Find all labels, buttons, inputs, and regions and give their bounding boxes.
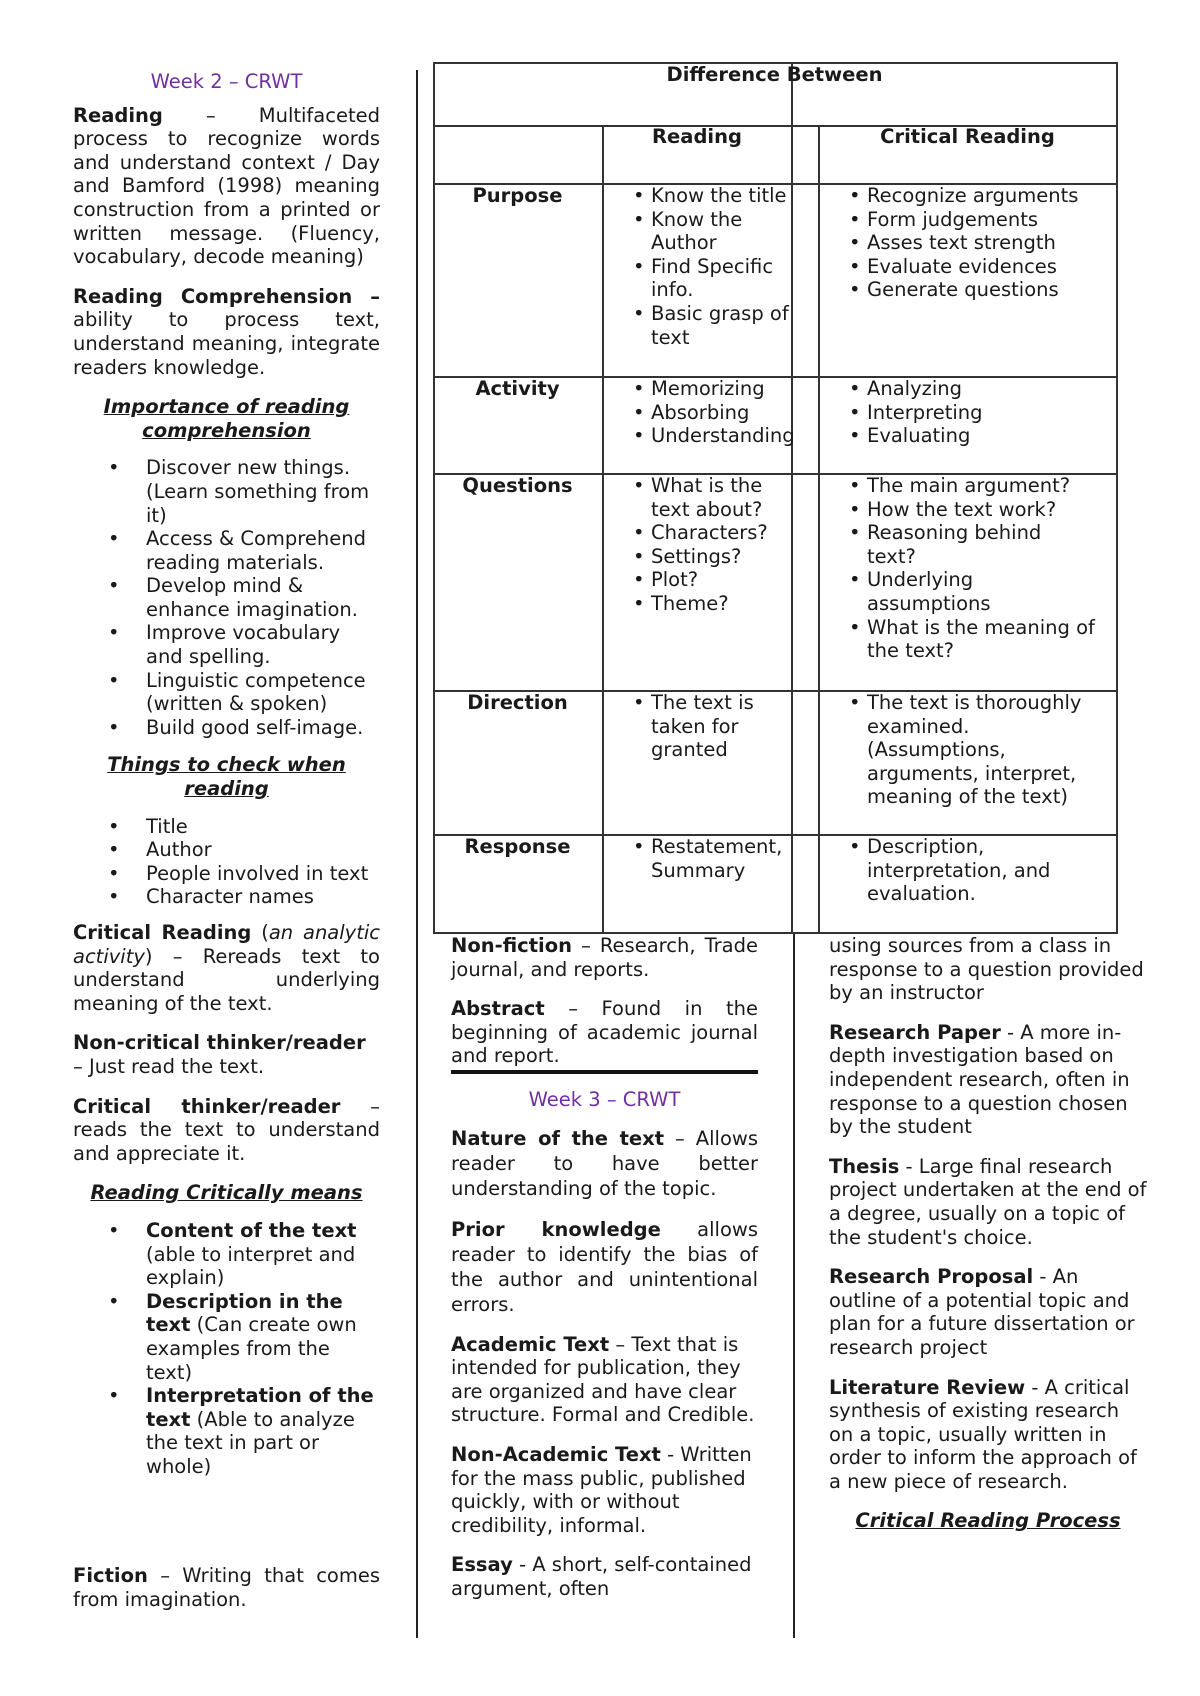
non-critical-definition: Non-critical thinker/reader – Just read the text. xyxy=(73,1031,366,1078)
list-item: • Content of the text (able to interpret and explain) xyxy=(73,1219,380,1290)
row-label-purpose: Purpose xyxy=(472,184,563,207)
reading-definition: Reading – Multifaceted process to recognize words and understand context / Day and Bamford (1998) meaning construction from a printed or written message. (Fluency, vocabulary, decode meaning) xyxy=(73,103,380,269)
importance-heading: Importance of reading comprehension xyxy=(103,395,350,442)
reading-critically-heading: Reading Critically means xyxy=(90,1181,363,1205)
list-item: • The text is taken for granted xyxy=(633,691,773,762)
list-item: • Characters? xyxy=(633,521,783,545)
nature-of-text-definition: Nature of the text – Allows reader to have better understanding of the topic. xyxy=(451,1126,758,1200)
essay-definition: Essay - A short, self-contained argument, often xyxy=(451,1553,752,1600)
column-three xyxy=(829,934,1147,1547)
thesis-definition: Thesis - Large final research project undertaken at the end of a degree, usually on a topic of the student's choice. xyxy=(829,1154,1147,1249)
abstract-definition: Abstract – Found in the beginning of academic journal and report. xyxy=(451,997,758,1068)
critical-reading-process-heading: Critical Reading Process xyxy=(855,1509,1121,1533)
list-item: • Find Specific info. xyxy=(633,255,805,302)
prior-knowledge-definition: Prior knowledge allows reader to identify the bias of the author and unintentional errors. xyxy=(451,1217,758,1316)
list-item: • Recognize arguments xyxy=(849,184,1111,208)
critical-reading-definition: Critical Reading (an analytic activity) – Rereads text to understand underlying meaning of the text. xyxy=(73,921,380,1015)
things-to-check-list xyxy=(73,815,380,909)
week-2-title: Week 2 – CRWT xyxy=(150,70,303,93)
literature-review-definition: Literature Review - A critical synthesis of existing research on a topic, usually written in order to inform the approach of a new piece of research. xyxy=(829,1375,1137,1493)
activity-critical-list xyxy=(849,377,1111,448)
row-label-direction: Direction xyxy=(467,691,568,714)
row-label-activity: Activity xyxy=(475,377,560,400)
list-item: • Interpreting xyxy=(849,401,1111,425)
fiction-definition: Fiction – Writing that comes from imagination. xyxy=(73,1564,380,1611)
list-item: • Plot? xyxy=(633,568,783,592)
list-item: • Discover new things. (Learn something from it) xyxy=(73,456,380,527)
column-header-critical-reading: Critical Reading xyxy=(880,125,1055,148)
list-item: • Interpretation of the text (Able to analyze the text in part or whole) xyxy=(73,1384,380,1478)
list-item: • Absorbing xyxy=(633,401,833,425)
list-item: • Settings? xyxy=(633,545,783,569)
things-to-check-heading: Things to check when reading xyxy=(107,753,346,801)
column-divider-left xyxy=(416,70,418,1638)
list-item: • Know the Author xyxy=(633,208,805,255)
difference-table xyxy=(433,62,1118,934)
list-item: • Generate questions xyxy=(849,278,1111,302)
research-paper-definition: Research Paper - A more in-depth investigation based on independent research, often in response to a question chosen by the student xyxy=(829,1020,1130,1139)
column-two xyxy=(451,934,758,1617)
response-critical-list xyxy=(849,835,1069,906)
list-item: • What is the meaning of the text? xyxy=(849,616,1095,663)
list-item: • Analyzing xyxy=(849,377,1111,401)
list-item: • Description in the text (Can create own examples from the text) xyxy=(73,1290,380,1384)
list-item: • Description, interpretation, and evaluation. xyxy=(849,835,1069,906)
list-item: • Reasoning behind text? xyxy=(849,521,1095,568)
list-item: • People involved in text xyxy=(73,862,380,886)
list-item: • Improve vocabulary and spelling. xyxy=(73,621,380,668)
questions-reading-list xyxy=(633,474,783,616)
list-item: • The main argument? xyxy=(849,474,1095,498)
column-one xyxy=(73,70,380,1492)
list-item: • Form judgements xyxy=(849,208,1111,232)
list-item: • Linguistic competence (written & spoken) xyxy=(73,669,380,716)
list-item: • Access & Comprehend reading materials. xyxy=(73,527,380,574)
week-3-title: Week 3 – CRWT xyxy=(528,1087,681,1111)
list-item: • Develop mind & enhance imagination. xyxy=(73,574,380,621)
list-item: • How the text work? xyxy=(849,498,1095,522)
list-item: • Understanding xyxy=(633,424,833,448)
list-item: • Underlying assumptions xyxy=(849,568,1095,615)
list-item: • Character names xyxy=(73,885,380,909)
row-label-response: Response xyxy=(464,835,571,858)
purpose-critical-list xyxy=(849,184,1111,302)
list-item: • The text is thoroughly examined. (Assumptions, arguments, interpret, meaning of the text) xyxy=(849,691,1097,809)
list-item: • Theme? xyxy=(633,592,783,616)
list-item: • Basic grasp of text xyxy=(633,302,805,349)
critical-thinker-definition: Critical thinker/reader – reads the text to understand and appreciate it. xyxy=(73,1094,380,1165)
row-label-questions: Questions xyxy=(462,474,573,497)
list-item: • Asses text strength xyxy=(849,231,1111,255)
table-title: Difference Between xyxy=(666,63,883,86)
non-academic-text-definition: Non-Academic Text - Written for the mass public, published quickly, with or without credibility, informal. xyxy=(451,1442,752,1537)
importance-list xyxy=(73,456,380,739)
list-item: • What is the text about? xyxy=(633,474,783,521)
research-proposal-definition: Research Proposal - An outline of a potential topic and plan for a future dissertation or research project xyxy=(829,1265,1135,1359)
response-reading-list xyxy=(633,835,793,882)
column-header-reading: Reading xyxy=(652,125,742,148)
list-item: • Title xyxy=(73,815,380,839)
reading-critically-list xyxy=(73,1219,380,1479)
section-divider xyxy=(451,1070,758,1074)
list-item: • Evaluating xyxy=(849,424,1111,448)
list-item: • Know the title xyxy=(633,184,805,208)
list-item: • Author xyxy=(73,838,380,862)
essay-continued: using sources from a class in response to a question provided by an instructor xyxy=(829,934,1144,1005)
list-item: • Evaluate evidences xyxy=(849,255,1111,279)
purpose-reading-list xyxy=(633,184,805,349)
academic-text-definition: Academic Text – Text that is intended for publication, they are organized and have clear structure. Formal and Credible. xyxy=(451,1332,755,1427)
activity-reading-list xyxy=(633,377,833,448)
direction-critical-list xyxy=(849,691,1097,809)
direction-reading-list xyxy=(633,691,773,762)
column-divider-right xyxy=(793,934,795,1638)
list-item: • Memorizing xyxy=(633,377,833,401)
reading-comprehension-definition: Reading Comprehension – ability to process text, understand meaning, integrate readers knowledge. xyxy=(73,284,380,379)
list-item: • Build good self-image. xyxy=(73,716,380,740)
non-fiction-definition: Non-fiction – Research, Trade journal, and reports. xyxy=(451,934,758,981)
questions-critical-list xyxy=(849,474,1095,663)
list-item: • Restatement, Summary xyxy=(633,835,793,882)
